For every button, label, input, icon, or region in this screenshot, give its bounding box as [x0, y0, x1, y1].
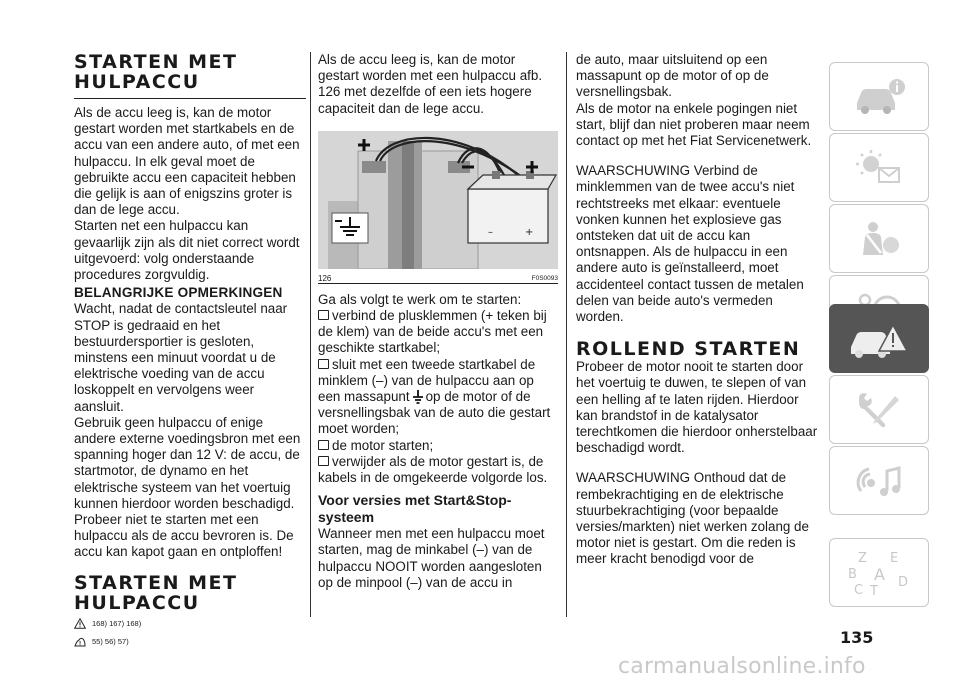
step-2-text-a: sluit met een tweede startkabel de minklem (–) van de hulpaccu aan op een massapunt [318, 356, 536, 405]
heading2-line-2: HULPACCU [74, 591, 200, 614]
maintenance-tools-icon [851, 390, 907, 430]
steps-intro: Ga als volgt te werk om te starten: [318, 291, 522, 307]
step-3 [318, 438, 558, 454]
seatbelt-airbag-icon [851, 219, 907, 259]
heading-line-1: STARTEN MET [74, 51, 238, 73]
notes-paragraph-3: Probeer niet te starten met een hulpaccu als de accu bevroren is. De accu kan kapot gaan en ontploffen! [74, 512, 294, 560]
index-letter-c: C [854, 582, 864, 598]
alphabet-index-icon [844, 548, 914, 598]
column-3 [576, 52, 820, 568]
bullet-icon [318, 456, 329, 466]
section-heading-rolling-start: ROLLEND STARTEN [576, 338, 801, 361]
chapter-tab-safety[interactable] [829, 204, 929, 273]
index-letter-b: B [848, 566, 857, 582]
heading2-line-1: STARTEN MET [74, 571, 238, 594]
intro-paragraph: Als de accu leeg is, kan de motor gestart worden met een hulpaccu afb. 126 met dezelfde of een iets hogere capaciteit dan de lege accu. [318, 52, 543, 116]
chapter-tab-lights-messages[interactable] [829, 133, 929, 202]
chapter-tab-emergency[interactable] [829, 304, 929, 373]
column-2 [318, 52, 558, 591]
ground-symbol-icon [412, 390, 424, 404]
subheading-line-1: Voor versies met Start&Stop- [318, 492, 512, 509]
step-4 [318, 454, 558, 486]
paragraph-3: Probeer de motor nooit te starten door het voertuig te duwen, te slepen of van een helling af te laten rijden. Hierdoor kan brandstof in de katalysator terechtkomen die hierdoor onherstelbaar beschadigd wordt. [576, 359, 818, 456]
subheading-line-2: systeem [318, 509, 375, 526]
watermark: carmanualsonline.info [618, 654, 866, 679]
bullet-icon [318, 359, 329, 369]
notes-paragraph-1: Wacht, nadat de contactsleutel naar STOP is gedraaid en het bestuurdersportier is gesloten, minstens een minuut voordat u de elektrische voeding van de accu loskoppelt en vervolgens weer aansluit. [74, 301, 288, 414]
svg-text:+: + [525, 226, 534, 238]
step-2-text-b: op de motor of de versnellingsbak van de auto die gestart moet worden; [318, 389, 551, 437]
column-separator-1 [310, 52, 311, 617]
section-heading-jumpstart-2 [74, 573, 306, 613]
index-letter-a: A [874, 564, 885, 584]
index-letter-t: T [870, 583, 878, 598]
heading-rule [74, 98, 306, 99]
intro-paragraph: Als de accu leeg is, kan de motor gestart worden met startkabels en de accu van een andere auto, of met een hulpaccu. In elk geval moet de gebruikte accu een capaciteit hebben die gelijk is aan of enigszins groter is dan de lege accu. [74, 105, 300, 218]
svg-text:–: – [488, 226, 493, 238]
column-1 [74, 52, 306, 649]
figure-rule [318, 283, 558, 284]
notes-paragraph-2: Gebruik geen hulpaccu of enige andere externe voedingsbron met een spanning hoger dan 12 V: de accu, de startmotor, de dynamo en het elektrische systeem van het voertuig kunnen hierdoor worden beschadigd. [74, 414, 301, 511]
caution-refs-text: 55) 56) 57) [92, 636, 129, 646]
bullet-icon [318, 310, 329, 320]
figure-caption [318, 271, 558, 281]
bullet-icon [318, 440, 329, 450]
heading-line-2: HULPACCU [74, 71, 200, 93]
emergency-warning-icon [847, 317, 911, 361]
intro-paragraph-2: Starten net een hulpaccu kan gevaarlijk zijn als dit niet correct wordt uitgevoerd: volg onderstaande procedures zorgvuldig. [74, 218, 300, 283]
subheading-start-stop [318, 492, 558, 526]
step-3-text: de motor starten; [332, 437, 434, 453]
start-stop-paragraph: Wanneer men met een hulpaccu moet starten, mag de minkabel (–) van de hulpaccu NOOIT worden aangesloten op de minpool (–) van de accu in [318, 526, 545, 590]
warning-refs-text: 168) 167) 168) [92, 618, 142, 628]
step-1-text: verbind de plusklemmen (+ teken bij de klem) van de beide accu's met een geschikte startkabel; [318, 308, 547, 356]
lights-message-icon [851, 148, 907, 188]
chapter-tab-index[interactable] [829, 538, 929, 607]
warning-paragraph-1: WAARSCHUWING Verbind de minklemmen van de twee accu's niet rechtstreeks met elkaar: eventuele vonken kunnen het explosieve gas ontsteken dat uit de accu kan ontsnappen. Als de hulpaccu in een andere auto is geïnstalleerd, moet accidenteel contact tussen de metalen delen van beide auto's vermeden worden. [576, 163, 804, 325]
warning-refs [74, 617, 306, 631]
chapter-tab-maintenance[interactable] [829, 375, 929, 444]
index-letter-e: E [890, 550, 899, 566]
car-info-icon [851, 77, 907, 117]
figure-jumpstart-illustration [318, 131, 558, 269]
jumpstart-diagram [318, 131, 558, 269]
chapter-tab-multimedia[interactable] [829, 446, 929, 515]
figure-code: F0S0093 [531, 274, 558, 282]
page-number: 135 [840, 628, 874, 647]
section-heading-jumpstart [74, 52, 306, 92]
step-2 [318, 357, 558, 438]
step-4-text: verwijder als de motor gestart is, de kabels in de omgekeerde volgorde los. [318, 453, 548, 486]
column-separator-2 [566, 52, 567, 617]
index-letter-z: Z [858, 550, 867, 566]
warning-paragraph-2: WAARSCHUWING Onthoud dat de rembekrachtiging en de elektrische stuurbekrachtiging (voor bepaalde versies/markten) niet werken zolang de motor niet is gestart. Om die reden is meer kracht benodigd voor de [576, 470, 809, 567]
paragraph-1: de auto, maar uitsluitend op een massapunt op de motor of op de versnellingsbak. [576, 52, 769, 100]
chapter-tab-car-info[interactable] [829, 62, 929, 131]
caution-refs [74, 635, 306, 649]
figure-number: 126 [318, 273, 332, 283]
step-1 [318, 308, 558, 357]
index-letter-d: D [898, 574, 909, 590]
subheading-important-notes: BELANGRIJKE OPMERKINGEN [74, 285, 283, 301]
paragraph-2: Als de motor na enkele pogingen niet start, blijf dan niet proberen maar neem contact op met het Fiat Servicenetwerk. [576, 100, 812, 149]
satellite-music-icon [851, 461, 907, 501]
warning-triangle-icon [74, 618, 86, 629]
caution-hand-icon [74, 637, 86, 647]
